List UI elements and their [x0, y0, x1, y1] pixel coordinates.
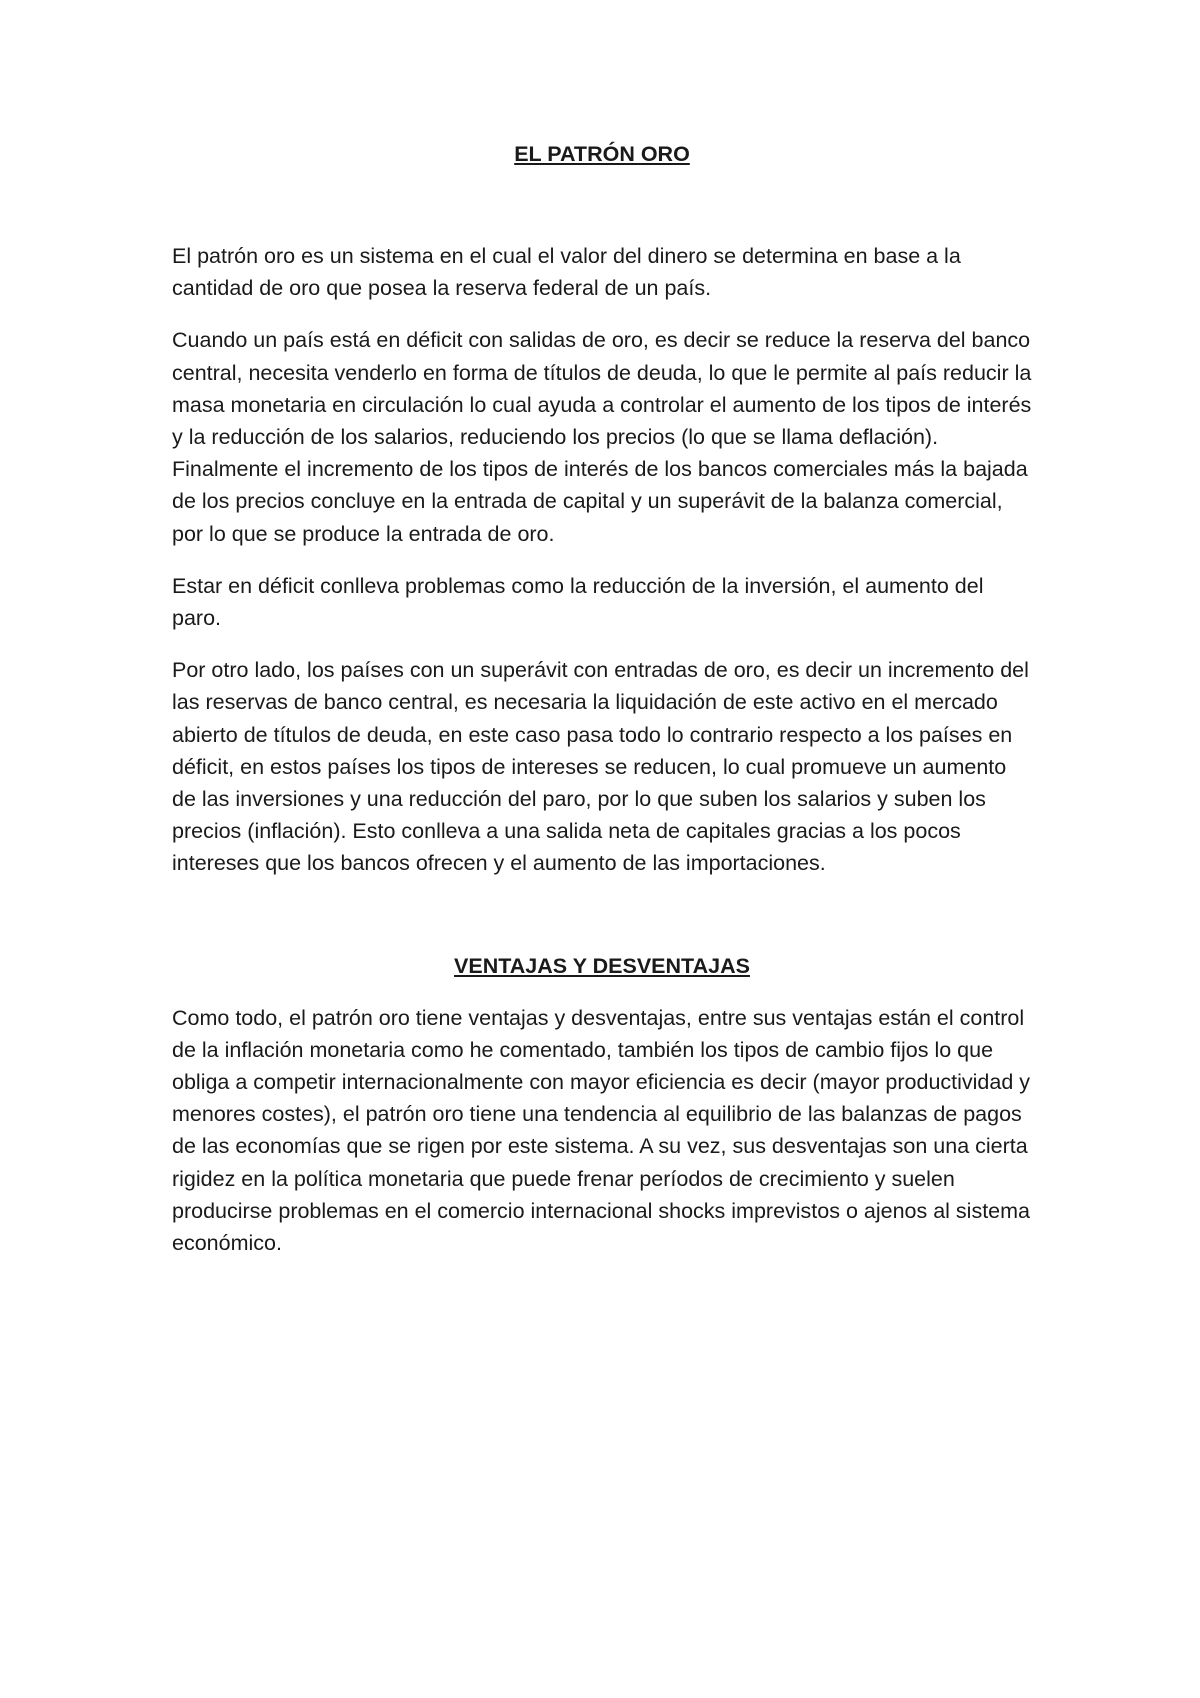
paragraph-deficit-mechanism: Cuando un país está en déficit con salidas de oro, es decir se reduce la reserva del banco central, necesita venderlo en forma de títulos de deuda, lo que le permite al país reducir la masa monetaria en circulación lo cual ayuda a controlar el aumento de los tipos de interés y la reducción de los salarios, reduciendo los precios (lo que se llama deflación). Finalmente el incremento de los tipos de interés de los bancos comerciales más la bajada de los precios concluye en la entrada de capital y un superávit de la balanza comercial, por lo que se produce la entrada de oro.: [172, 328, 1032, 546]
document-title: EL PATRÓN ORO: [514, 142, 690, 166]
document-body: [172, 138, 1032, 1259]
paragraph-surplus: Por otro lado, los países con un superávit con entradas de oro, es decir un incremento del las reservas de banco central, es necesaria la liquidación de este activo en el mercado abierto de títulos de deuda, en este caso pasa todo lo contrario respecto a los países en déficit, en estos países los tipos de intereses se reducen, lo cual promueve un aumento de las inversiones y una reducción del paro, por lo que suben los salarios y suben los precios (inflación). Esto conlleva a una salida neta de capitales gracias a los pocos intereses que los bancos ofrecen y el aumento de las importaciones.: [172, 658, 1029, 876]
paragraph-definition: El patrón oro es un sistema en el cual el valor del dinero se determina en base a la cantidad de oro que posea la reserva federal de un país.: [172, 244, 961, 301]
paragraph-advantages-disadvantages: Como todo, el patrón oro tiene ventajas y desventajas, entre sus ventajas están el control de la inflación monetaria como he comentado, también los tipos de cambio fijos lo que obliga a competir internacionalmente con mayor eficiencia es decir (mayor productividad y menores costes), el patrón oro tiene una tendencia al equilibrio de las balanzas de pagos de las economías que se rigen por este sistema. A su vez, sus desventajas son una cierta rigidez en la política monetaria que puede frenar períodos de crecimiento y suelen producirse problemas en el comercio internacional shocks imprevistos o ajenos al sistema económico.: [172, 1005, 1031, 1256]
section-title-advantages: VENTAJAS Y DESVENTAJAS: [454, 953, 750, 978]
paragraph-deficit-problems: Estar en déficit conlleva problemas como la reducción de la inversión, el aumento del paro.: [172, 573, 984, 631]
